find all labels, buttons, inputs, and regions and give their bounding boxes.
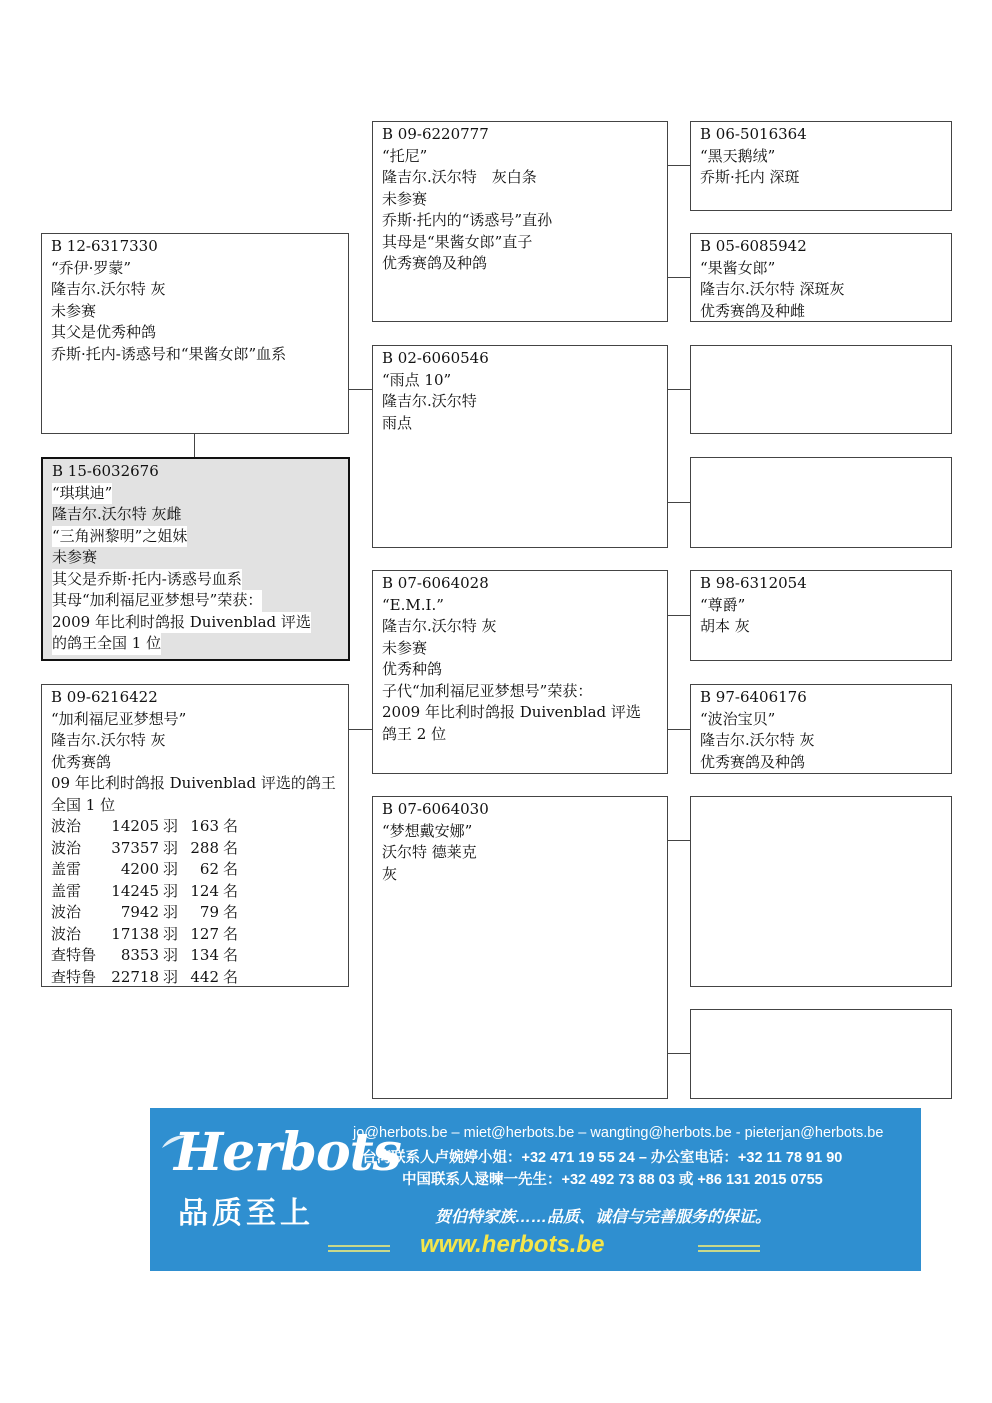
pedigree-box-dam [41, 684, 349, 987]
result-birds: 7942 [120, 903, 159, 921]
connector [668, 165, 690, 166]
result-birds: 14205 [111, 817, 159, 835]
note: 未参赛 [382, 638, 428, 657]
table-row [51, 967, 238, 988]
breeder: 沃尔特 德莱克 [382, 843, 477, 861]
pigeon-name: “波治宝贝” [700, 709, 776, 728]
note: 子代“加利福尼亚梦想号”荣获： [382, 681, 593, 700]
result-place: 盖雷 [51, 860, 82, 878]
result-rank: 62 [199, 860, 219, 878]
ring-number: B 02-6060546 [382, 349, 489, 367]
note: 未参赛 [51, 301, 97, 320]
result-birds: 22718 [111, 967, 159, 986]
ring-number: B 06-5016364 [700, 125, 807, 143]
result-birds: 8353 [120, 946, 159, 964]
note: 其父是乔斯·托内-诱惑号血系 [52, 569, 242, 591]
table-row [51, 881, 238, 903]
ring-number: B 09-6220777 [382, 125, 489, 143]
connector [668, 840, 690, 841]
result-rank: 124 [190, 881, 219, 900]
note: 未参赛 [52, 548, 98, 566]
note: 雨点 [382, 413, 413, 432]
pedigree-box-subject [41, 457, 350, 661]
result-unit: 羽 [163, 946, 179, 964]
slogan: 品质至上 [178, 1196, 314, 1231]
breeder: 隆吉尔.沃尔特 灰 [51, 280, 166, 298]
pedigree-box-dds-empty [690, 796, 952, 987]
pedigree-box-sire [41, 233, 349, 434]
table-row [51, 838, 238, 860]
table-row [51, 924, 238, 946]
ring-number: B 15-6032676 [52, 462, 159, 480]
ring-number: B 07-6064030 [382, 800, 489, 818]
result-place: 波治 [51, 924, 82, 943]
connector [668, 277, 690, 278]
table-row [51, 945, 238, 967]
breeder: 隆吉尔.沃尔特 灰 [382, 617, 497, 635]
result-unit: 羽 [163, 838, 179, 857]
note: 优秀赛鸽 [51, 752, 112, 771]
result-place: 波治 [51, 838, 82, 857]
result-rank: 134 [190, 946, 219, 964]
note: 灰 [382, 864, 398, 883]
note: 优秀赛鸽及种鸽 [382, 254, 488, 272]
result-place: 波治 [51, 817, 82, 835]
breeder: 隆吉尔.沃尔特 灰 [700, 731, 815, 749]
note: “三角洲黎明”之姐妹 [52, 526, 187, 548]
connector [668, 1053, 690, 1054]
result-rank: 163 [190, 817, 219, 835]
table-row [51, 816, 238, 838]
taiwan-contact: 台湾联系人卢婉婷小姐：+32 471 19 55 24 – 办公室电话：+32 11 78 91 90 [362, 1150, 843, 1166]
pigeon-name: “E.M.I.” [382, 595, 444, 614]
result-suffix: 名 [223, 924, 239, 943]
pigeon-name: “黑天鹅绒” [700, 146, 776, 165]
pigeon-name: “托尼” [382, 146, 428, 165]
result-place: 盖雷 [51, 881, 82, 900]
ring-number: B 97-6406176 [700, 688, 807, 706]
breeder: 胡本 灰 [700, 617, 750, 635]
result-rank: 442 [190, 967, 219, 986]
connector [349, 389, 372, 390]
result-rank: 288 [190, 838, 219, 857]
ring-number: B 07-6064028 [382, 574, 489, 592]
result-suffix: 名 [223, 881, 239, 900]
decor-line-left [328, 1245, 390, 1252]
website-link[interactable]: www.herbots.be [420, 1231, 605, 1258]
breeder: 乔斯·托内 深斑 [700, 168, 800, 186]
herbots-logo: Herbots [174, 1122, 401, 1183]
note: 2009 年比利时鸽报 Duivenblad 评选 [52, 612, 311, 634]
decor-line-right [698, 1245, 760, 1252]
pigeon-name: “乔伊·罗蒙” [51, 258, 132, 277]
race-results-table [51, 816, 238, 987]
result-birds: 17138 [111, 924, 159, 943]
note: 优秀赛鸽及种雌 [700, 301, 806, 320]
connector [668, 615, 690, 616]
pedigree-box-ss [372, 121, 668, 322]
ring-number: B 98-6312054 [700, 574, 807, 592]
ring-number: B 09-6216422 [51, 688, 158, 706]
result-unit: 羽 [163, 924, 179, 943]
table-row [51, 902, 238, 924]
pigeon-name: “梦想戴安娜” [382, 821, 473, 840]
pigeon-name: “雨点 10” [382, 370, 452, 389]
result-suffix: 名 [223, 817, 239, 835]
result-place: 查特鲁 [51, 967, 97, 986]
pedigree-box-ssd [690, 233, 952, 322]
note: 乔斯·托内的“诱惑号”直孙 [382, 211, 553, 229]
result-suffix: 名 [223, 903, 239, 921]
breeder: 隆吉尔.沃尔特 深斑灰 [700, 280, 845, 298]
pedigree-box-sd [372, 345, 668, 548]
note: 鸽王 2 位 [382, 724, 447, 743]
breeder: 隆吉尔.沃尔特 [382, 392, 477, 410]
result-birds: 14245 [111, 881, 159, 900]
connector [349, 729, 372, 730]
note: 其父是优秀种鸽 [51, 323, 157, 341]
result-unit: 羽 [163, 881, 179, 900]
result-suffix: 名 [223, 946, 239, 964]
pedigree-box-dd [372, 796, 668, 1099]
connector [668, 389, 690, 390]
note: 未参赛 [382, 189, 428, 208]
result-rank: 79 [199, 903, 219, 921]
note: 乔斯·托内-诱惑号和“果酱女郎”血系 [51, 344, 287, 363]
result-unit: 羽 [163, 860, 179, 878]
connector [194, 434, 195, 457]
pigeon-name: “果酱女郎” [700, 258, 776, 277]
connector [668, 729, 690, 730]
note: 2009 年比利时鸽报 Duivenblad 评选 [382, 703, 641, 721]
china-contact: 中国联系人逯暕一先生：+32 492 73 88 03 或 +86 131 2015 0755 [402, 1172, 823, 1188]
result-unit: 羽 [163, 903, 179, 921]
result-rank: 127 [190, 924, 219, 943]
note: 其母是“果酱女郎”直子 [382, 232, 533, 251]
pedigree-box-sss [690, 121, 952, 211]
note: 09 年比利时鸽报 Duivenblad 评选的鸽王全国 1 位 [51, 774, 336, 814]
pedigree-box-dsd [690, 684, 952, 774]
pedigree-box-ddd-empty [690, 1009, 952, 1099]
breeder: 隆吉尔.沃尔特 灰白条 [382, 168, 537, 186]
note: 优秀赛鸽及种鸽 [700, 752, 806, 771]
pedigree-box-ds [372, 570, 668, 774]
result-place: 查特鲁 [51, 946, 97, 964]
motto: 贺伯特家族……品质、诚信与完善服务的保证。 [435, 1209, 772, 1226]
pigeon-name: “加利福尼亚梦想号” [51, 709, 187, 728]
ring-number: B 05-6085942 [700, 237, 807, 255]
breeder: 隆吉尔.沃尔特 灰 [51, 731, 166, 749]
pigeon-name: “尊爵” [700, 595, 746, 614]
note: 优秀种鸽 [382, 660, 443, 678]
contact-emails[interactable]: jo@herbots.be – miet@herbots.be – wangting@herbots.be - pieterjan@herbots.be [353, 1125, 884, 1141]
herbots-banner [150, 1108, 921, 1271]
pedigree-box-dss [690, 570, 952, 661]
pigeon-name: “琪琪迪” [52, 483, 112, 505]
ring-number: B 12-6317330 [51, 237, 158, 255]
result-suffix: 名 [223, 838, 239, 857]
breeder: 隆吉尔.沃尔特 灰雌 [52, 505, 182, 523]
result-unit: 羽 [163, 967, 179, 986]
note: 其母“加利福尼亚梦想号”荣获： [52, 590, 262, 612]
result-unit: 羽 [163, 817, 179, 835]
result-suffix: 名 [223, 860, 239, 878]
note: 的鸽王全国 1 位 [52, 633, 161, 655]
result-birds: 37357 [111, 838, 159, 857]
connector [668, 502, 690, 503]
result-birds: 4200 [120, 860, 159, 878]
result-place: 波治 [51, 903, 82, 921]
result-suffix: 名 [223, 967, 239, 986]
pedigree-box-sds-empty [690, 345, 952, 434]
pedigree-box-sdd-empty [690, 457, 952, 548]
table-row [51, 859, 238, 881]
